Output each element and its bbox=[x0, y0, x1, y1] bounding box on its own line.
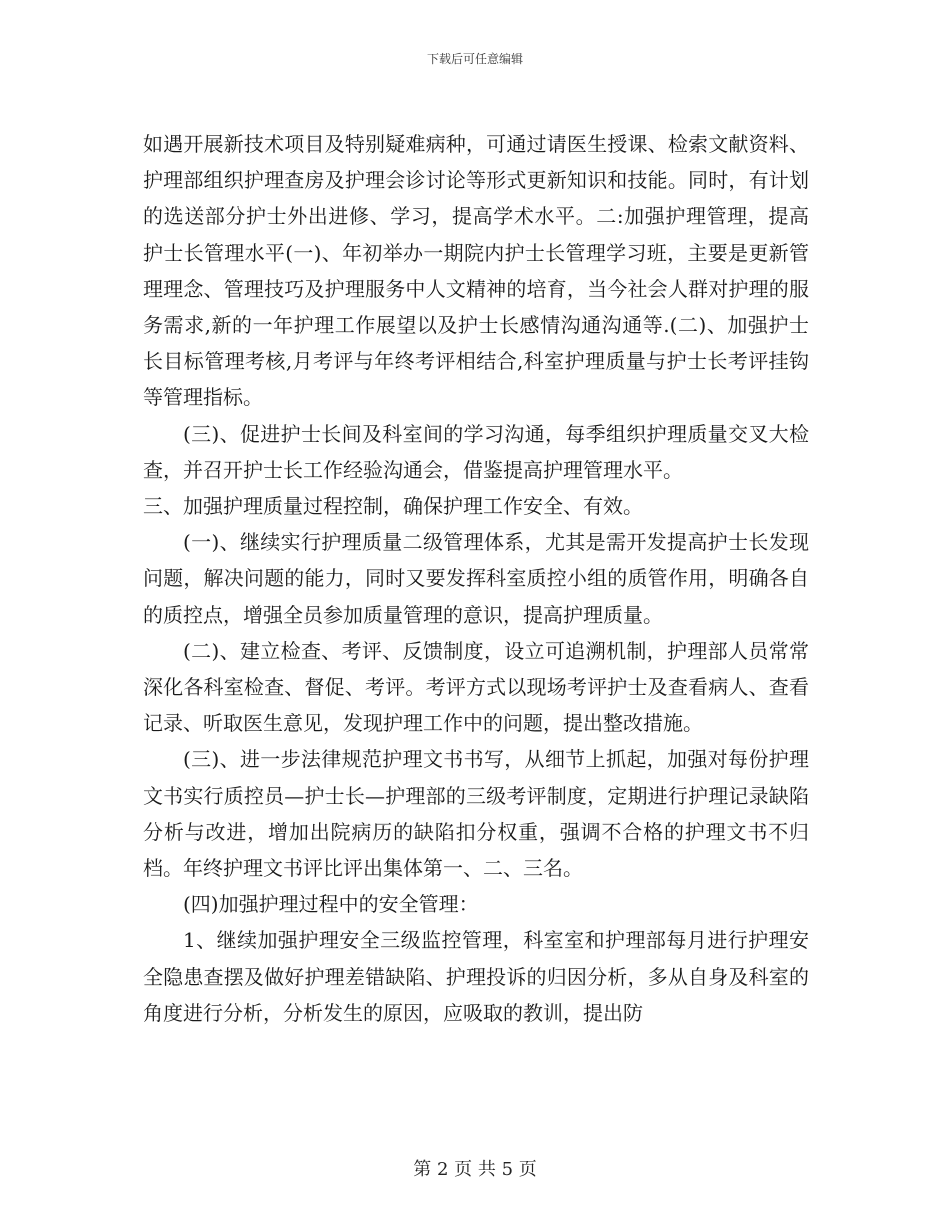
paragraph: (三)、促进护士长间及科室间的学习沟通，每季组织护理质量交叉大检查，并召开护士长工作经验沟通会，借鉴提高护理管理水平。 bbox=[143, 421, 809, 482]
paragraph: (三)、进一步法律规范护理文书书写，从细节上抓起，加强对每份护理文书实行质控员—护士长—护理部的三级考评制度，定期进行护理记录缺陷分析与改进，增加出院病历的缺陷扣分权重，强调不合格的护理文书不归档。年终护理文书评比评出集体第一、二、三名。 bbox=[143, 747, 809, 881]
paragraph: (四)加强护理过程中的安全管理： bbox=[183, 892, 479, 917]
paragraph: 如遇开展新技术项目及特别疑难病种，可通过请医生授课、检索文献资料、护理部组织护理查房及护理会诊讨论等形式更新知识和技能。同时，有计划的选送部分护士外出进修、学习，提高学术水平。二:加强护理管理，提高护士长管理水平(一)、年初举办一期院内护士长管理学习班，主要是更新管理理念、管理技巧及护理服务中人文精神的培育，当今社会人群对护理的服务需求,新的一年护理工作展望以及护士长感情沟通沟通等.(二)、加强护士长目标管理考核,月考评与年终考评相结合,科室护理质量与护士长考评挂钩等管理指标。 bbox=[143, 132, 809, 410]
page-footer: 第 2 页 共 5 页 bbox=[413, 1159, 537, 1180]
page-header: 下载后可任意编辑 bbox=[426, 52, 523, 66]
document-body bbox=[143, 126, 809, 1031]
paragraph: (二)、建立检查、考评、反馈制度，设立可追溯机制，护理部人员常常深化各科室检查、督促、考评。考评方式以现场考评护士及查看病人、查看记录、听取医生意见，发现护理工作中的问题，提出整改措施。 bbox=[143, 638, 809, 736]
paragraph: 1、继续加强护理安全三级监控管理，科室室和护理部每月进行护理安全隐患查摆及做好护理差错缺陷、护理投诉的归因分析，多从自身及科室的角度进行分析，分析发生的原因，应吸取的教训，提出防 bbox=[143, 928, 809, 1025]
paragraph: (一)、继续实行护理质量二级管理体系，尤其是需开发提高护士长发现问题，解决问题的能力，同时又要发挥科室质控小组的质管作用，明确各自的质控点，增强全员参加质量管理的意识，提高护理质量。 bbox=[143, 530, 809, 627]
paragraph: 三、加强护理质量过程控制，确保护理工作安全、有效。 bbox=[143, 494, 643, 519]
